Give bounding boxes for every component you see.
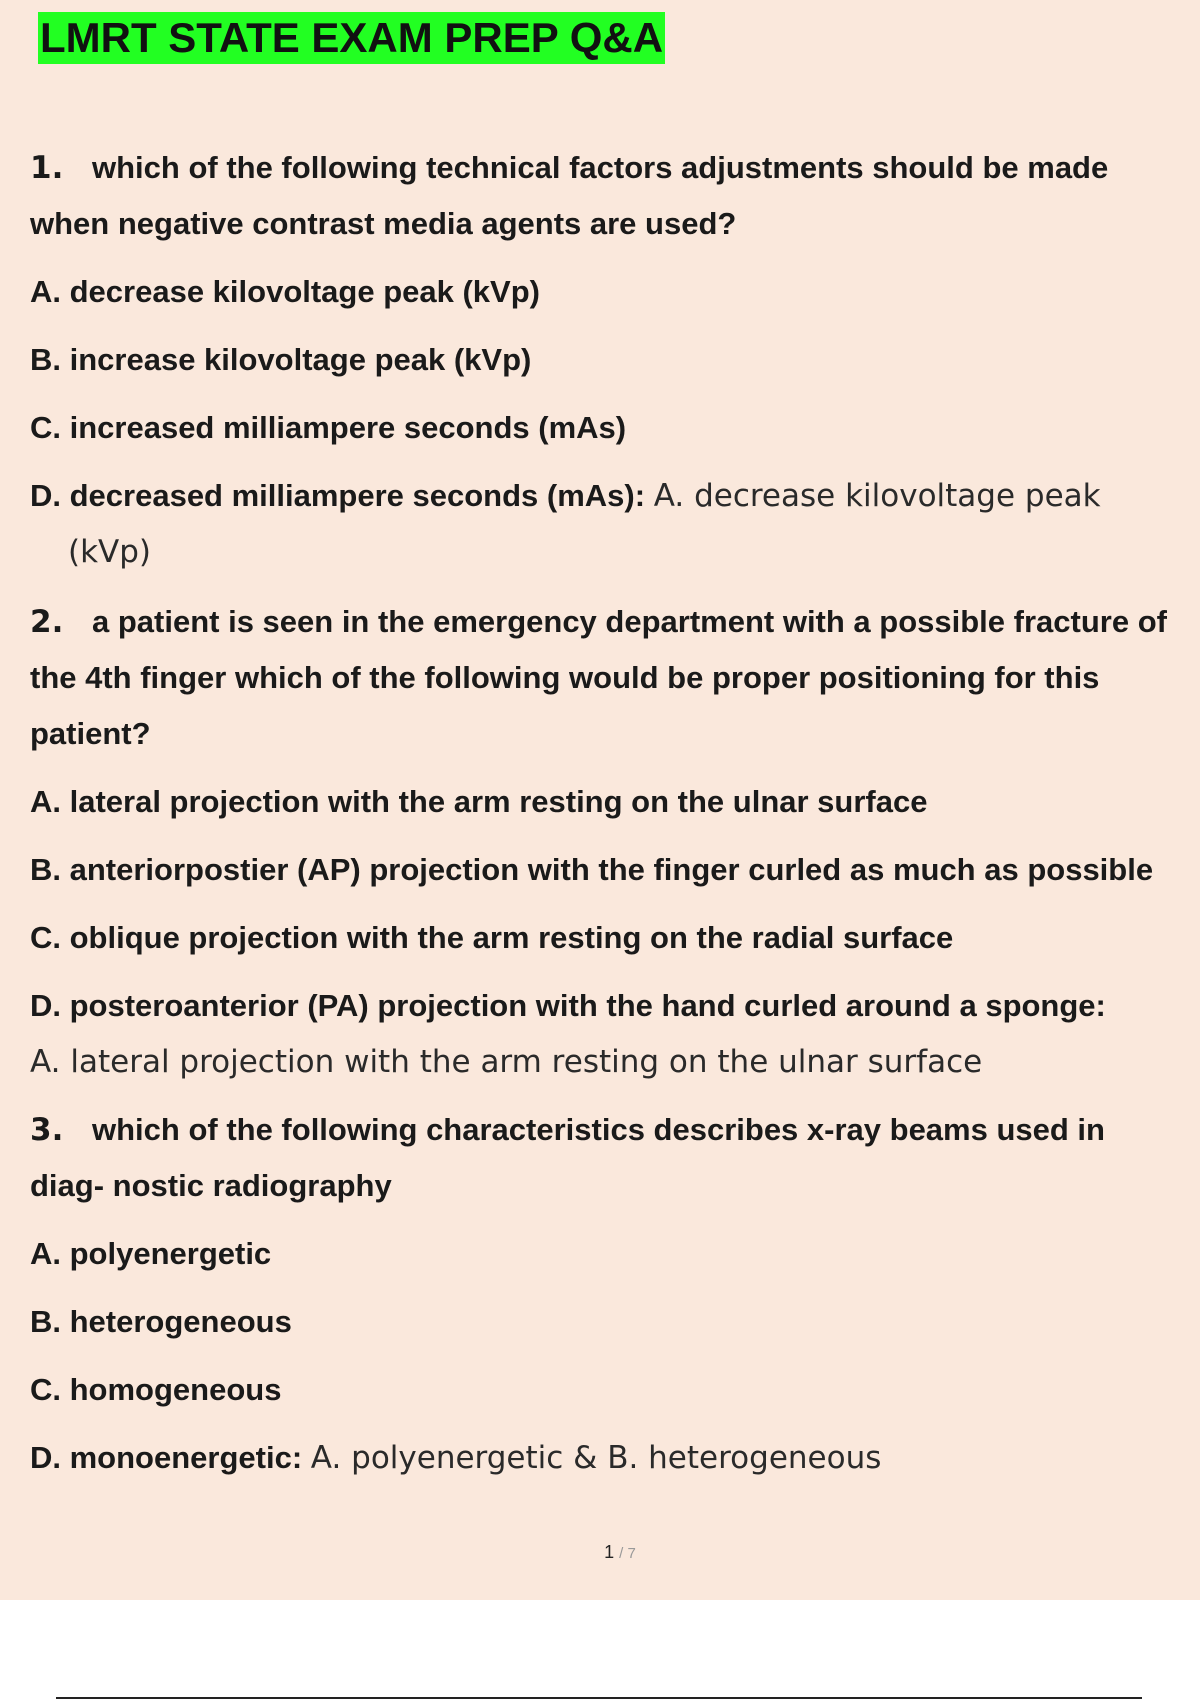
option-text: D. decreased milliampere seconds (mAs): <box>30 478 646 513</box>
page-current: 1 <box>604 1542 615 1562</box>
answer-text: A. lateral projection with the arm resting on the ulnar surface <box>30 1044 983 1080</box>
question-2-stem-line-1 <box>30 602 1167 642</box>
question-3-option-b: B. heterogeneous <box>30 1304 292 1339</box>
question-1-answer-cont <box>68 532 151 572</box>
question-3-option-c: C. homogeneous <box>30 1372 282 1407</box>
question-3-stem-line-1 <box>30 1110 1105 1150</box>
question-3-option-d <box>30 1438 881 1478</box>
question-2-option-c: C. oblique projection with the arm resting on the radial surface <box>30 920 954 955</box>
page-total: / 7 <box>619 1545 636 1562</box>
question-3-stem-line-2: diag- nostic radiography <box>30 1168 392 1203</box>
question-text: which of the following characteristics describes x-ray beams used in <box>92 1112 1105 1147</box>
question-number: 3. <box>30 1112 64 1148</box>
question-2-stem-line-2: the 4th finger which of the following would be proper positioning for this <box>30 660 1100 695</box>
question-2-option-d: D. posteroanterior (PA) projection with the hand curled around a sponge: <box>30 988 1106 1023</box>
page-divider <box>56 1697 1142 1699</box>
page-indicator <box>0 1542 1200 1563</box>
question-1-option-b: B. increase kilovoltage peak (kVp) <box>30 342 532 377</box>
option-text: D. monoenergetic: <box>30 1440 303 1475</box>
question-2-option-a: A. lateral projection with the arm resting on the ulnar surface <box>30 784 928 819</box>
question-1-option-a: A. decrease kilovoltage peak (kVp) <box>30 274 540 309</box>
question-2-stem-line-3: patient? <box>30 716 151 751</box>
answer-text: A. decrease kilovoltage peak <box>653 478 1101 514</box>
document-title: LMRT STATE EXAM PREP Q&A <box>38 12 665 64</box>
question-2-option-b: B. anteriorpostier (AP) projection with the finger curled as much as possible <box>30 852 1154 887</box>
question-3-option-a: A. polyenergetic <box>30 1236 272 1271</box>
answer-text: A. polyenergetic & B. heterogeneous <box>310 1440 882 1476</box>
question-text: which of the following technical factors adjustments should be made <box>92 150 1109 185</box>
question-2-answer <box>30 1042 982 1082</box>
question-text: a patient is seen in the emergency department with a possible fracture of <box>92 604 1167 639</box>
question-1-option-c: C. increased milliampere seconds (mAs) <box>30 410 627 445</box>
question-1-option-d <box>30 476 1101 516</box>
answer-text: (kVp) <box>68 534 152 570</box>
question-1-stem-line-2: when negative contrast media agents are used? <box>30 206 737 241</box>
question-1-stem-line-1 <box>30 148 1108 188</box>
question-number: 1. <box>30 150 64 186</box>
question-number: 2. <box>30 604 64 640</box>
